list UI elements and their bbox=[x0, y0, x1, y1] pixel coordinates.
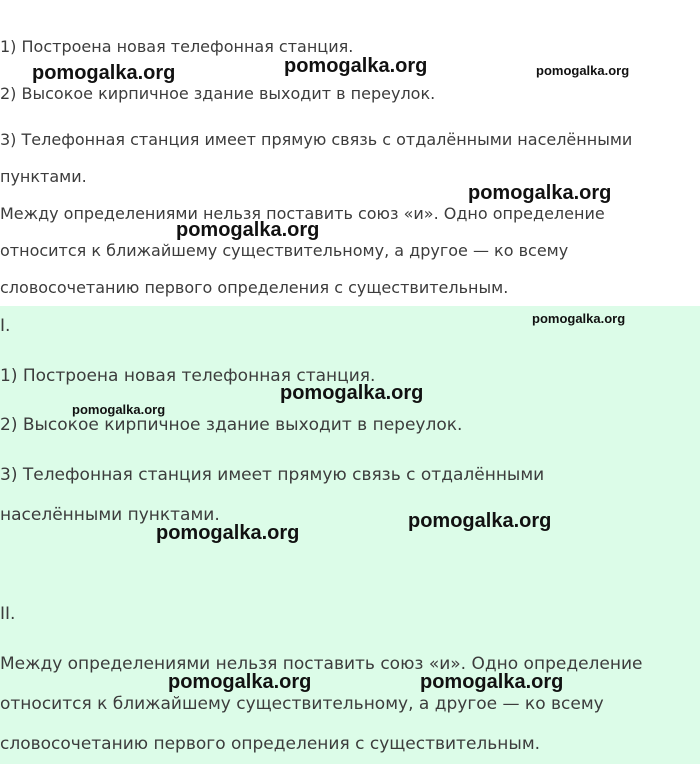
text-line: словосочетанию первого определения с существительным. bbox=[0, 734, 541, 754]
text-line: 2) Высокое кирпичное здание выходит в переулок. bbox=[0, 84, 436, 103]
part1-heading: I. bbox=[0, 316, 11, 336]
watermark: pomogalka.org bbox=[532, 311, 626, 326]
watermark: pomogalka.org bbox=[176, 219, 320, 241]
text-line: 2) Высокое кирпичное здание выходит в переулок. bbox=[0, 415, 463, 435]
part2-heading: II. bbox=[0, 604, 16, 624]
watermark: pomogalka.org bbox=[168, 671, 312, 693]
question-section bbox=[0, 0, 700, 306]
watermark: pomogalka.org bbox=[280, 382, 424, 404]
text-line: 3) Телефонная станция имеет прямую связь с отдалёнными населёнными bbox=[0, 130, 633, 149]
text-line: 1) Построена новая телефонная станция. bbox=[0, 366, 376, 386]
text-line: словосочетанию первого определения с существительным. bbox=[0, 278, 509, 297]
text-line: 1) Построена новая телефонная станция. bbox=[0, 37, 354, 56]
text-line: относится к ближайшему существительному, а другое — ко всему bbox=[0, 241, 569, 260]
text-line: Между определениями нельзя поставить союз «и». Одно определение bbox=[0, 204, 605, 223]
text-line: Между определениями нельзя поставить союз «и». Одно определение bbox=[0, 654, 643, 674]
text-line: населёнными пунктами. bbox=[0, 505, 220, 525]
watermark: pomogalka.org bbox=[156, 522, 300, 544]
watermark: pomogalka.org bbox=[408, 510, 552, 532]
answer-section bbox=[0, 306, 700, 764]
text-line: относится к ближайшему существительному, а другое — ко всему bbox=[0, 694, 604, 714]
watermark: pomogalka.org bbox=[32, 62, 176, 84]
text-line: пунктами. bbox=[0, 167, 87, 186]
watermark: pomogalka.org bbox=[468, 182, 612, 204]
text-line: 3) Телефонная станция имеет прямую связь с отдалёнными bbox=[0, 465, 545, 485]
watermark: pomogalka.org bbox=[72, 402, 166, 417]
watermark: pomogalka.org bbox=[536, 63, 630, 78]
watermark: pomogalka.org bbox=[420, 671, 564, 693]
watermark: pomogalka.org bbox=[284, 55, 428, 77]
